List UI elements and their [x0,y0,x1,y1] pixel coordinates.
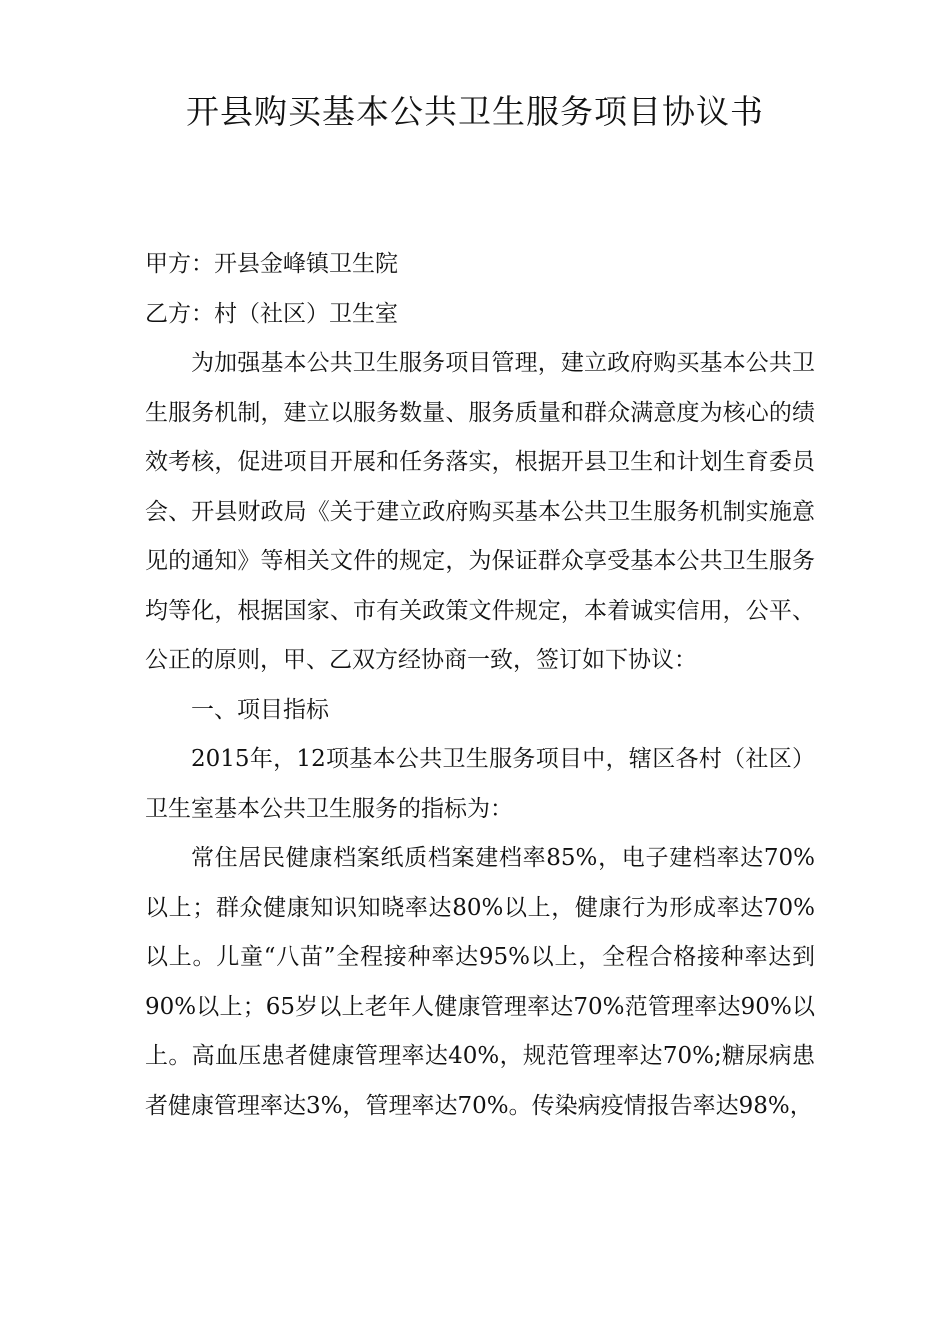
document-title: 开县购买基本公共卫生服务项目协议书 [186,92,764,131]
section-heading: 一、项目指标 [191,696,329,723]
section-paragraph: 2015年，12项基本公共卫生服务项目中，辖区各村（社区）卫生室基本公共卫生服务的指标为： [145,746,815,822]
intro-paragraph: 为加强基本公共卫生服务项目管理，建立政府购买基本公共卫生服务机制，建立以服务数量、服务质量和群众满意度为核心的绩效考核，促进项目开展和任务落实，根据开县卫生和计划生育委员会、开县财政局《关于建立政府购买基本公共卫生服务机制实施意见的通知》等相关文件的规定，为保证群众享受基本公共卫生服务均等化，根据国家、市有关政策文件规定，本着诚实信用，公平、公正的原则，甲、乙双方经协商一致，签订如下协议： [145,350,815,673]
document-body [145,240,815,1131]
party-b-line: 乙方：村（社区）卫生室 [145,300,398,327]
party-a-line: 甲方：开县金峰镇卫生院 [145,251,398,277]
section-paragraph: 常住居民健康档案纸质档案建档率85%，电子建档率达70%以上；群众健康知识知晓率达80%以上，健康行为形成率达70%以上。儿童“八苗”全程接种率达95%以上，全程合格接种率达到90%以上；65岁以上老年人健康管理率达70%范管理率达90%以上。高血压患者健康管理率达40%，规范管理率达70%;糖尿病患者健康管理率达3%，管理率达70%。传染病疫情报告率达98%， [145,845,815,1119]
